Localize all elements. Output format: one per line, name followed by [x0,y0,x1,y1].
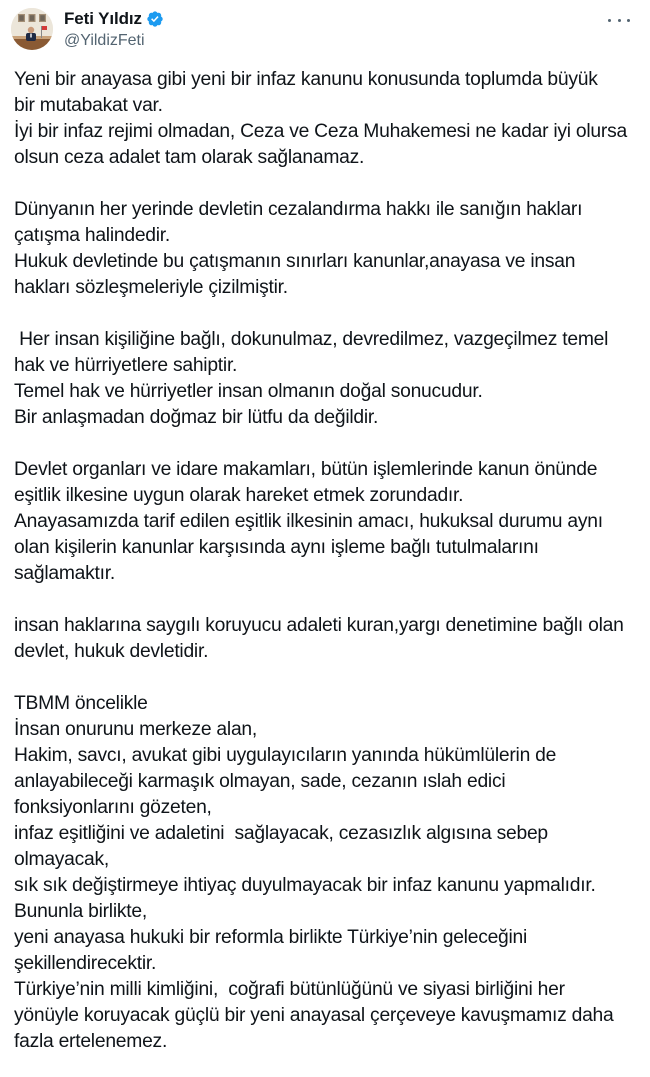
tweet-line: hakları sözleşmeleriyle çizilmiştir. [14,277,288,298]
ellipsis-horizontal-icon [618,19,621,22]
tweet-paragraph [14,457,642,587]
tweet-line: olmayacak, [14,849,110,870]
paragraph-spacer [14,171,642,197]
tweet-line: devlet, hukuk devletidir. [14,641,209,662]
tweet-line: İyi bir infaz rejimi olmadan, Ceza ve Ceza Muhakemesi ne kadar iyi olursa [14,121,627,142]
tweet-line: yönüyle koruyacak güçlü bir yeni anayasal çerçeveye kavuşmamız daha [14,1005,614,1026]
tweet-header [0,0,650,60]
tweet-line: Bununla birlikte, [14,901,147,922]
tweet-line: eşitlik ilkesine uygun olarak hareket etmek zorundadır. [14,485,464,506]
tweet-paragraph [14,327,642,431]
tweet-line: olan kişilerin kanunlar karşısında aynı işleme bağlı tutulmalarını [14,537,539,558]
tweet-line: Türkiye’nin milli kimliğini, coğrafi bütünlüğünü ve siyasi birliğini her [14,979,565,1000]
tweet-line: infaz eşitliğini ve adaletini sağlayacak, cezasızlık algısına sebep [14,823,548,844]
tweet-text [14,67,642,1055]
tweet-line: çatışma halindedir. [14,225,171,246]
tweet-line: şekillendirecektir. [14,953,157,974]
tweet-line: Anayasamızda tarif edilen eşitlik ilkesinin amacı, hukuksal durumu aynı [14,511,603,532]
tweet-line: fonksiyonlarını gözeten, [14,797,212,818]
display-name-row [64,8,164,30]
tweet-line: Hakim, savcı, avukat gibi uygulayıcıların yanında hükümlülerin de [14,745,557,766]
paragraph-spacer [14,587,642,613]
profile-photo-icon [11,8,53,50]
tweet-paragraph [14,67,642,171]
ellipsis-horizontal-icon [627,19,630,22]
tweet-line: Devlet organları ve idare makamları, bütün işlemlerinde kanun önünde [14,459,598,480]
handle[interactable]: @YildizFeti [64,32,145,49]
tweet-paragraph [14,613,642,665]
tweet-line: Hukuk devletinde bu çatışmanın sınırları kanunlar,anayasa ve insan [14,251,576,272]
tweet-line: sağlamaktır. [14,563,115,584]
display-name[interactable]: Feti Yıldız [64,9,142,28]
paragraph-spacer [14,431,642,457]
tweet-line: İnsan onurunu merkeze alan, [14,719,257,740]
tweet-line: Dünyanın her yerinde devletin cezalandırma hakkı ile sanığın hakları [14,199,583,220]
tweet-line: yeni anayasa hukuki bir reformla birlikte Türkiye’nin geleceğini [14,927,528,948]
ellipsis-horizontal-icon [608,19,611,22]
tweet-paragraph [14,197,642,301]
tweet-line: TBMM öncelikle [14,693,148,714]
tweet-line: olsun ceza adalet tam olarak sağlanamaz. [14,147,365,168]
more-options-button[interactable] [608,12,630,28]
tweet-line: sık sık değiştirmeye ihtiyaç duyulmayacak bir infaz kanunu yapmalıdır. [14,875,596,896]
avatar[interactable] [11,8,53,50]
tweet-line: hak ve hürriyetlere sahiptir. [14,355,238,376]
tweet-line: Temel hak ve hürriyetler insan olmanın doğal sonucudur. [14,381,483,402]
paragraph-spacer [14,301,642,327]
tweet-line: Her insan kişiliğine bağlı, dokunulmaz, devredilmez, vazgeçilmez temel [14,329,609,350]
tweet-line: fazla ertelenemez. [14,1031,168,1052]
tweet-line: bir mutabakat var. [14,95,163,116]
paragraph-spacer [14,665,642,691]
tweet-line: anlayabileceği karmaşık olmayan, sade, cezanın ıslah edici [14,771,506,792]
verified-badge-icon[interactable] [146,10,164,28]
tweet-line: Yeni bir anayasa gibi yeni bir infaz kanunu konusunda toplumda büyük [14,69,598,90]
tweet-line: Bir anlaşmadan doğmaz bir lütfu da değildir. [14,407,379,428]
tweet-line: insan haklarına saygılı koruyucu adaleti kuran,yargı denetimine bağlı olan [14,615,624,636]
author-info [64,8,164,50]
tweet-paragraph [14,691,642,1055]
